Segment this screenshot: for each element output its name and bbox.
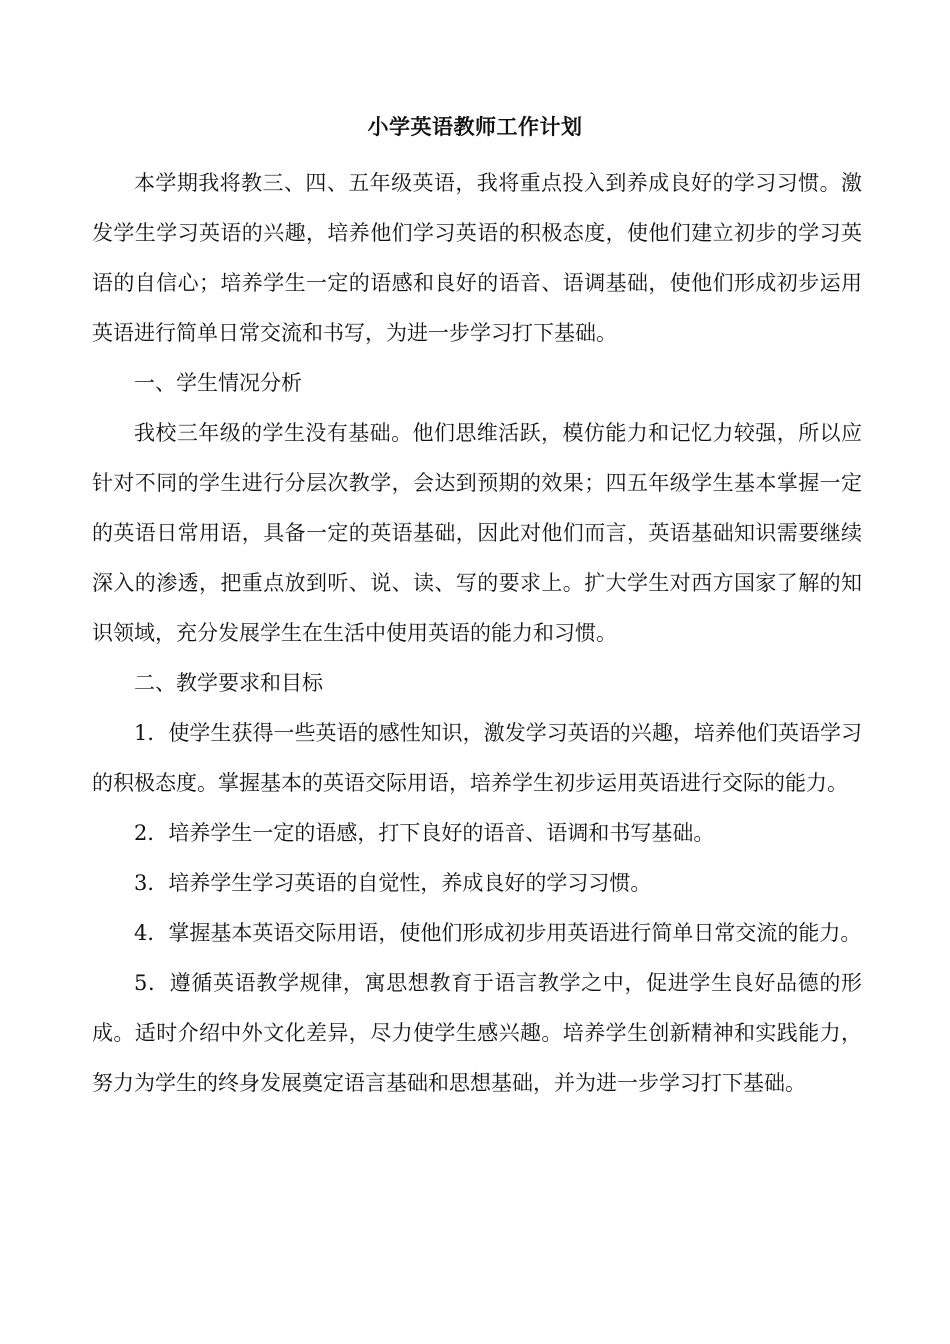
goal-item-2: 2．培养学生一定的语感，打下良好的语音、语调和书写基础。 [134, 821, 715, 845]
goal-item-4: 4．掌握基本英语交际用语，使他们形成初步用英语进行简单日常交流的能力。 [134, 921, 862, 945]
student-analysis-paragraph: 我校三年级的学生没有基础。他们思维活跃，模仿能力和记忆力较强，所以应针对不同的学生进行分层次教学，会达到预期的效果；四五年级学生基本掌握一定的英语日常用语，具备一定的英语基础，因此对他们而言，英语基础知识需要继续深入的渗透，把重点放到听、说、读、写的要求上。扩大学生对西方国家了解的知识领域，充分发展学生在生活中使用英语的能力和习惯。 [92, 421, 862, 645]
goal-item-5: 5．遵循英语教学规律，寓思想教育于语言教学之中，促进学生良好品德的形成。适时介绍中外文化差异，尽力使学生感兴趣。培养学生创新精神和实践能力，努力为学生的终身发展奠定语言基础和思想基础，并为进一步学习打下基础。 [92, 971, 862, 1095]
goal-item-1: 1．使学生获得一些英语的感性知识，激发学习英语的兴趣，培养他们英语学习的积极态度。掌握基本的英语交际用语，培养学生初步运用英语进行交际的能力。 [92, 721, 862, 795]
intro-paragraph: 本学期我将教三、四、五年级英语，我将重点投入到养成良好的学习习惯。激发学生学习英语的兴趣，培养他们学习英语的积极态度，使他们建立初步的学习英语的自信心；培养学生一定的语感和良好的语音、语调基础，使他们形成初步运用英语进行简单日常交流和书写，为进一步学习打下基础。 [92, 171, 862, 345]
section-heading-student-analysis: 一、学生情况分析 [134, 371, 302, 395]
document-body [92, 158, 862, 1108]
document-title: 小学英语教师工作计划 [367, 114, 583, 139]
goal-item-3: 3．培养学生学习英语的自觉性，养成良好的学习习惯。 [134, 871, 652, 895]
section-heading-teaching-goals: 二、教学要求和目标 [134, 671, 323, 695]
